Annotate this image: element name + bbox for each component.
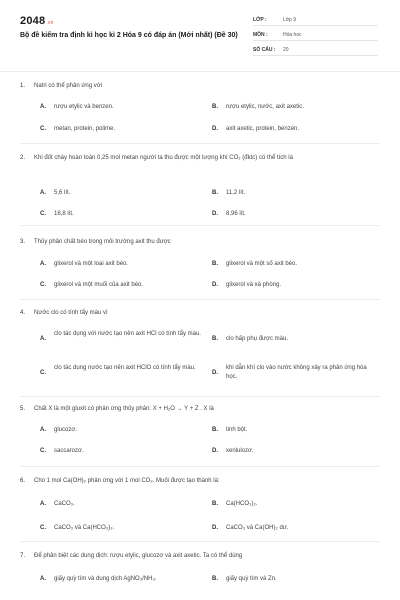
question-body: Natri có thể phản ứng với bbox=[34, 83, 102, 89]
meta-key: MÔN : bbox=[253, 32, 268, 38]
question-2 bbox=[20, 153, 382, 223]
question-text bbox=[20, 551, 382, 561]
question-text bbox=[20, 81, 382, 91]
question-separator bbox=[20, 466, 380, 467]
option-letter: B. bbox=[212, 427, 218, 433]
question-number: 2. bbox=[20, 155, 26, 161]
question-5 bbox=[20, 404, 382, 460]
question-number: 6. bbox=[20, 478, 26, 484]
option-letter: A. bbox=[40, 501, 46, 507]
option-text: giấy quỳ tím và dung dịch AgNO₃/NH₃. bbox=[54, 576, 157, 582]
option-letter: C. bbox=[40, 370, 46, 376]
option-text: CaCO₃. bbox=[54, 501, 75, 507]
option-letter: A. bbox=[40, 427, 46, 433]
option-letter: B. bbox=[212, 576, 218, 582]
option-text: saccarozơ. bbox=[54, 448, 84, 454]
option-text: tinh bột. bbox=[226, 427, 248, 433]
logo-domain: .vn bbox=[46, 20, 54, 26]
question-number: 1. bbox=[20, 83, 26, 89]
question-separator bbox=[20, 299, 380, 300]
option-letter: B. bbox=[212, 336, 218, 342]
logo-text: 2048 bbox=[20, 15, 46, 27]
option-text: rượu etylic và benzen. bbox=[54, 104, 114, 110]
option-text: glixerol và xà phòng. bbox=[226, 282, 282, 288]
option-text: 8,96 lít. bbox=[226, 211, 246, 217]
option-letter: B. bbox=[212, 104, 218, 110]
option-letter: A. bbox=[40, 336, 46, 342]
option-letter: C. bbox=[40, 126, 46, 132]
option-letter: B. bbox=[212, 261, 218, 267]
question-body: Thủy phân chất béo trong môi trường axit thu được bbox=[34, 239, 171, 245]
question-number: 3. bbox=[20, 239, 26, 245]
option-letter: C. bbox=[40, 525, 46, 531]
option-text: glixerol và một số axit béo. bbox=[226, 261, 298, 267]
option-text: giấy quỳ tím và Zn. bbox=[226, 576, 277, 582]
question-text bbox=[20, 476, 382, 486]
option-text: glucozơ. bbox=[54, 427, 77, 433]
meta-row-subject bbox=[253, 31, 378, 41]
option-letter: C. bbox=[40, 282, 46, 288]
meta-key: SỐ CÂU : bbox=[253, 47, 276, 53]
question-separator bbox=[20, 143, 380, 144]
option-letter: D. bbox=[212, 525, 218, 531]
meta-value: Hóa học bbox=[283, 32, 302, 38]
option-text: 5,6 lít. bbox=[54, 190, 71, 196]
question-number: 7. bbox=[20, 553, 26, 559]
option-text: CaCO₃ và Ca(HCO₃)₂. bbox=[54, 525, 115, 531]
option-letter: D. bbox=[212, 448, 218, 454]
question-body: Chất X là một gluxit có phản ứng thủy phân: X + H₂O → Y + Z . X là bbox=[34, 406, 214, 412]
question-body: Để phân biệt các dung dịch: rượu etylic, glucozơ và axit axetic. Ta có thể dùng bbox=[34, 553, 243, 559]
question-4 bbox=[20, 308, 382, 394]
question-separator bbox=[20, 396, 380, 397]
option-letter: D. bbox=[212, 126, 218, 132]
option-text: CaCO₃ và Ca(OH)₂ dư. bbox=[226, 525, 289, 531]
meta-value: 20 bbox=[283, 47, 289, 53]
option-letter: A. bbox=[40, 261, 46, 267]
question-number: 4. bbox=[20, 310, 26, 316]
question-6 bbox=[20, 476, 382, 536]
option-text: rượu etylic, nước, axit axetic. bbox=[226, 104, 304, 110]
question-3 bbox=[20, 237, 382, 292]
question-body: Nước clo có tính tẩy màu vì bbox=[34, 310, 108, 316]
option-letter: B. bbox=[212, 501, 218, 507]
question-text bbox=[20, 153, 382, 163]
option-letter: A. bbox=[40, 576, 46, 582]
option-text: clo hấp phụ được màu. bbox=[226, 336, 288, 342]
option-letter: A. bbox=[40, 104, 46, 110]
option-text: 11,2 lít. bbox=[226, 190, 246, 196]
question-1 bbox=[20, 81, 382, 141]
option-text: glixerol và một muối của axit béo. bbox=[54, 282, 144, 288]
question-text bbox=[20, 308, 382, 318]
option-letter: D. bbox=[212, 211, 218, 217]
option-letter: D. bbox=[212, 282, 218, 288]
header-divider bbox=[0, 71, 400, 72]
option-text: 16,8 lít. bbox=[54, 211, 74, 217]
question-text bbox=[20, 404, 382, 414]
meta-row-grade bbox=[253, 16, 378, 26]
option-letter: D. bbox=[212, 370, 218, 376]
header bbox=[0, 0, 400, 70]
question-7 bbox=[20, 551, 382, 591]
question-number: 5. bbox=[20, 406, 26, 412]
option-text: xenlulozơ. bbox=[226, 448, 254, 454]
meta-value: Lớp 9 bbox=[283, 17, 297, 23]
question-separator bbox=[20, 541, 380, 542]
option-text: glixerol và một loại axit béo. bbox=[54, 261, 129, 267]
site-logo[interactable] bbox=[20, 15, 54, 27]
option-letter: C. bbox=[40, 448, 46, 454]
document-title: Bộ đề kiểm tra định kì học kì 2 Hóa 9 có đáp án (Mới nhất) (Đề 30) bbox=[20, 32, 238, 39]
option-text: axit axetic, protein, benzen. bbox=[226, 126, 300, 132]
option-letter: A. bbox=[40, 190, 46, 196]
question-separator bbox=[20, 225, 380, 226]
option-text: clo tác dụng với nước tạo nên axit HCl có tính tẩy màu. bbox=[54, 331, 201, 337]
meta-key: LỚP : bbox=[253, 17, 267, 23]
option-text: Ca(HCO₃)₂. bbox=[226, 501, 258, 507]
option-text: khi dẫn khí clo vào nước không xảy ra phản ứng hóa học. bbox=[226, 365, 367, 380]
option-letter: B. bbox=[212, 190, 218, 196]
option-letter: C. bbox=[40, 211, 46, 217]
question-text bbox=[20, 237, 382, 247]
question-body: Khi đốt cháy hoàn toàn 0,25 mol metan người ta thu được một lượng khí CO₂ (đktc) có thể tích là bbox=[34, 155, 293, 161]
option-text: clo tác dụng nước tạo nên axit HClO có tính tẩy màu. bbox=[54, 365, 196, 371]
meta-row-count bbox=[253, 46, 378, 56]
option-text: metan, protein, polime. bbox=[54, 126, 116, 132]
question-body: Cho 1 mol Ca(OH)₂ phản ứng với 1 mol CO₂. Muối được tạo thành là: bbox=[34, 478, 220, 484]
